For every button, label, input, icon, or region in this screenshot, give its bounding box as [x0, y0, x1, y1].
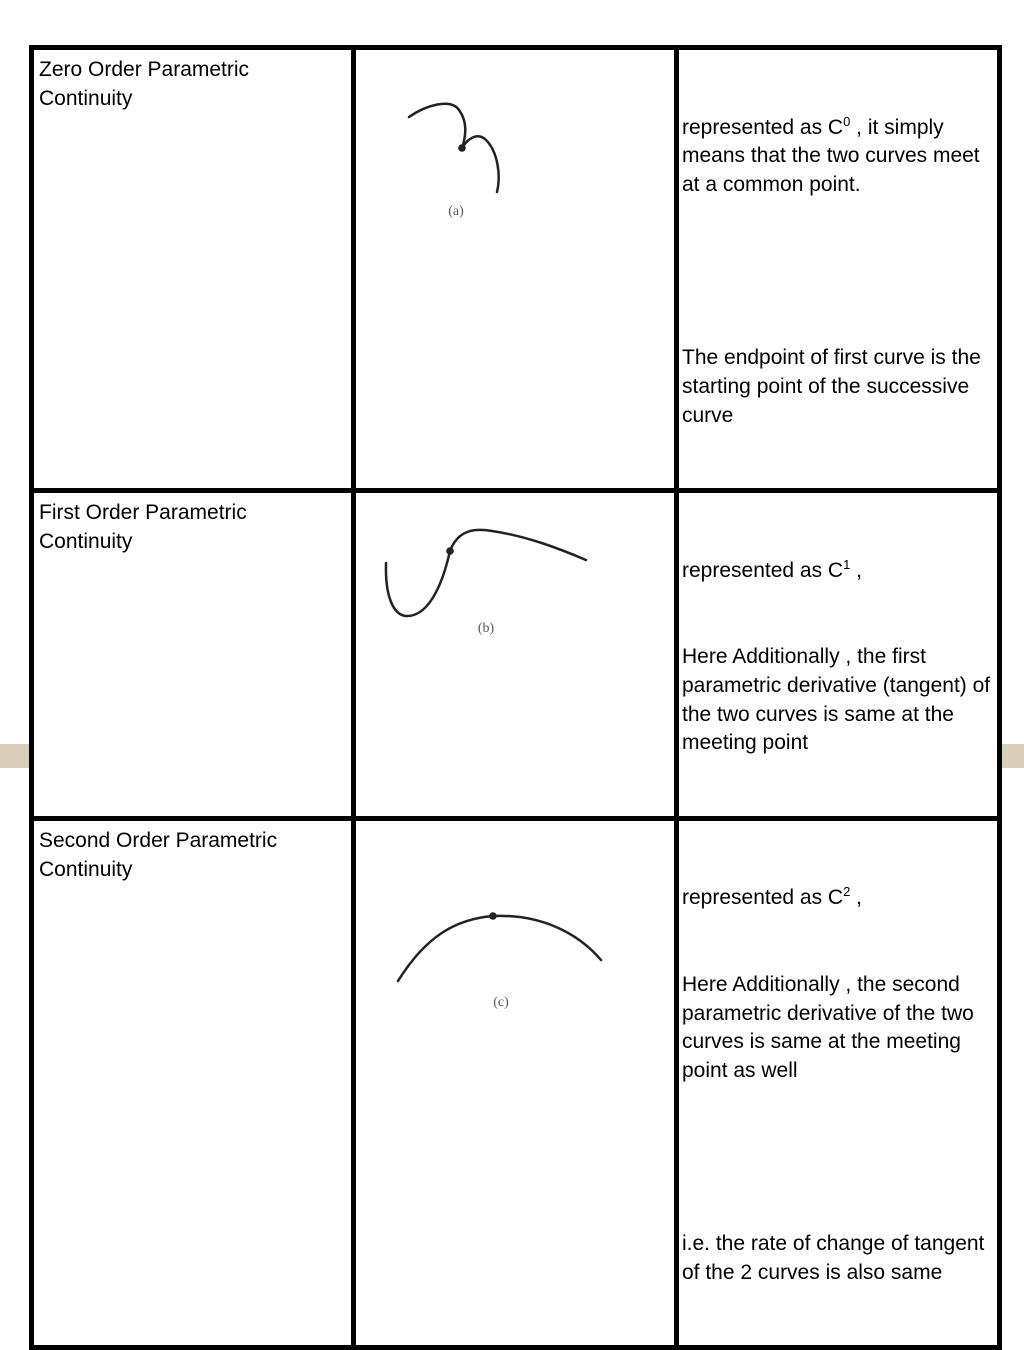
label-cell — [32, 490, 354, 818]
description-c0 — [679, 50, 997, 488]
caption-c: (c) — [493, 994, 509, 1010]
join-point-a — [458, 144, 466, 152]
rep-line — [682, 884, 993, 913]
caption-a: (a) — [448, 204, 464, 219]
figure-cell — [354, 48, 677, 491]
rep-line — [682, 114, 993, 200]
table-row — [32, 818, 1000, 1347]
label-cell — [32, 818, 354, 1347]
figure-c — [356, 821, 669, 1114]
curve-b-first — [386, 551, 450, 616]
figure-cell — [354, 490, 677, 818]
curve-a-first — [409, 104, 465, 148]
description-cell — [677, 490, 1000, 818]
rep-suffix: , — [850, 558, 862, 582]
row-label: Second Order Parametric Continuity — [39, 828, 278, 881]
description-c1 — [679, 493, 997, 816]
table-row — [32, 490, 1000, 818]
rep-suffix: , it simply means that the two curves meet at a common point. — [682, 115, 986, 197]
row-label: Zero Order Parametric Continuity — [39, 58, 250, 110]
order-superscript: 0 — [843, 113, 851, 129]
curve-c-first — [398, 916, 493, 981]
curve-c-second — [493, 916, 601, 960]
figure-a — [356, 50, 669, 257]
order-superscript: 2 — [843, 884, 851, 900]
extra-note: The endpoint of first curve is the starting point of the successive curve — [682, 345, 987, 427]
figure-cell — [354, 818, 677, 1347]
description-cell — [677, 48, 1000, 491]
table-row — [32, 48, 1000, 491]
rep-prefix: represented as C — [682, 558, 844, 582]
join-point-c — [489, 912, 497, 920]
row-label: First Order Parametric Continuity — [39, 500, 247, 553]
detail-note: Here Additionally , the first parametric derivative (tangent) of the two curves is same at the meeting point — [682, 644, 996, 755]
description-c2 — [679, 821, 997, 1345]
join-point-b — [446, 547, 454, 555]
continuity-table — [29, 45, 1002, 1350]
rep-line — [682, 557, 993, 586]
rep-prefix: represented as C — [682, 886, 844, 910]
rep-prefix: represented as C — [682, 115, 844, 139]
curve-a-second — [462, 136, 499, 192]
order-superscript: 1 — [843, 556, 851, 572]
extra-note: i.e. the rate of change of tangent of the 2 curves is also same — [682, 1231, 991, 1284]
rep-suffix: , — [850, 886, 862, 910]
label-cell — [32, 48, 354, 491]
curve-b-second — [450, 530, 586, 560]
detail-note: Here Additionally , the second parametric derivative of the two curves is same at the meeting point as well — [682, 972, 980, 1083]
description-cell — [677, 818, 1000, 1347]
figure-b — [356, 493, 669, 670]
caption-b: (b) — [477, 620, 495, 636]
